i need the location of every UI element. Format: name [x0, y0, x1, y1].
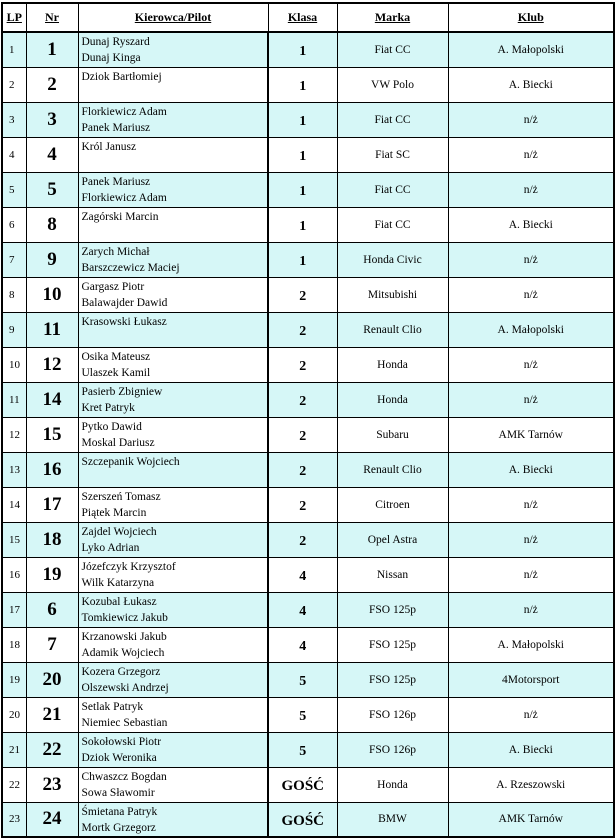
cell-brand: Subaru: [337, 417, 448, 452]
header-lp: LP: [2, 3, 26, 32]
cell-club: A. Biecki: [448, 67, 614, 102]
pilot-name: Sowa Sławomir: [81, 786, 155, 799]
cell-crew: [78, 802, 268, 837]
header-brand: Marka: [337, 3, 448, 32]
cell-lp: 16: [2, 557, 26, 592]
pilot-name: Moskal Dariusz: [81, 436, 155, 449]
table-row: [2, 627, 614, 662]
pilot-name: Wilk Katarzyna: [81, 576, 155, 589]
cell-club: A. Małopolski: [448, 312, 614, 347]
table-row: [2, 592, 614, 627]
cell-crew: [78, 172, 268, 207]
cell-club: 4Motorsport: [448, 662, 614, 697]
pilot-name: [82, 155, 268, 171]
table-row: [2, 137, 614, 172]
table-row: [2, 662, 614, 697]
cell-class: 1: [268, 207, 337, 242]
cell-brand: Opel Astra: [337, 522, 448, 557]
cell-class: 2: [268, 452, 337, 487]
driver-name: Setlak Patryk: [81, 700, 144, 713]
cell-lp: 7: [2, 242, 26, 277]
cell-lp: 18: [2, 627, 26, 662]
cell-brand: FSO 126p: [337, 697, 448, 732]
cell-club: n/ż: [448, 697, 614, 732]
table-row: [2, 242, 614, 277]
driver-name: Florkiewicz Adam: [81, 105, 167, 118]
cell-club: A. Małopolski: [448, 627, 614, 662]
cell-nr: 18: [26, 522, 78, 557]
pilot-name: [82, 225, 268, 241]
driver-name: Szerszeń Tomasz: [81, 490, 161, 503]
cell-nr: 17: [26, 487, 78, 522]
pilot-name: Adamik Wojciech: [81, 646, 165, 659]
cell-brand: Renault Clio: [337, 452, 448, 487]
cell-nr: 24: [26, 802, 78, 837]
cell-nr: 14: [26, 382, 78, 417]
pilot-name: Mortk Grzegorz: [81, 821, 156, 834]
driver-name: Król Janusz: [81, 140, 137, 153]
driver-name: Kozubal Łukasz: [81, 595, 157, 608]
cell-nr: 1: [26, 32, 78, 67]
cell-club: n/ż: [448, 557, 614, 592]
table-row: [2, 102, 614, 137]
driver-name: Sokołowski Piotr: [81, 735, 162, 748]
cell-lp: 14: [2, 487, 26, 522]
driver-name: Kozera Grzegorz: [81, 665, 161, 678]
pilot-name: Niemiec Sebastian: [81, 716, 168, 729]
cell-crew: [78, 487, 268, 522]
driver-name: Krzanowski Jakub: [81, 630, 167, 643]
cell-club: n/ż: [448, 522, 614, 557]
table-row: [2, 697, 614, 732]
cell-brand: Renault Clio: [337, 312, 448, 347]
cell-nr: 20: [26, 662, 78, 697]
cell-class: 5: [268, 697, 337, 732]
table-row: [2, 557, 614, 592]
table-row: [2, 732, 614, 767]
driver-name: Pytko Dawid: [81, 420, 142, 433]
cell-crew: [78, 452, 268, 487]
cell-crew: [78, 417, 268, 452]
cell-nr: 16: [26, 452, 78, 487]
table-row: [2, 172, 614, 207]
cell-lp: 5: [2, 172, 26, 207]
cell-club: n/ż: [448, 172, 614, 207]
cell-crew: [78, 347, 268, 382]
cell-lp: 10: [2, 347, 26, 382]
table-row: [2, 417, 614, 452]
cell-crew: [78, 557, 268, 592]
cell-nr: 5: [26, 172, 78, 207]
cell-class: 2: [268, 277, 337, 312]
pilot-name: Dziok Weronika: [81, 751, 157, 764]
driver-name: Dziok Bartłomiej: [81, 70, 162, 83]
cell-class: GOŚĆ: [268, 802, 337, 837]
cell-nr: 6: [26, 592, 78, 627]
cell-class: 1: [268, 102, 337, 137]
cell-class: 1: [268, 172, 337, 207]
cell-lp: 15: [2, 522, 26, 557]
driver-name: Szczepanik Wojciech: [81, 455, 180, 468]
table-row: [2, 312, 614, 347]
cell-crew: [78, 662, 268, 697]
cell-class: 4: [268, 592, 337, 627]
cell-lp: 4: [2, 137, 26, 172]
driver-name: Śmietana Patryk: [81, 805, 158, 818]
cell-club: A. Biecki: [448, 732, 614, 767]
driver-name: Zagórski Marcin: [81, 210, 159, 223]
pilot-name: [82, 85, 268, 101]
cell-lp: 2: [2, 67, 26, 102]
cell-brand: Citroen: [337, 487, 448, 522]
cell-crew: [78, 592, 268, 627]
cell-crew: [78, 382, 268, 417]
driver-name: Zajdel Wojciech: [81, 525, 157, 538]
pilot-name: [82, 470, 268, 486]
cell-lp: 3: [2, 102, 26, 137]
cell-nr: 7: [26, 627, 78, 662]
cell-nr: 3: [26, 102, 78, 137]
cell-club: A. Małopolski: [448, 32, 614, 67]
pilot-name: Panek Mariusz: [81, 121, 151, 134]
table-row: [2, 452, 614, 487]
cell-club: n/ż: [448, 382, 614, 417]
cell-lp: 22: [2, 767, 26, 802]
cell-brand: FSO 125p: [337, 592, 448, 627]
cell-class: 2: [268, 347, 337, 382]
pilot-name: Tomkiewicz Jakub: [81, 611, 168, 624]
table-row: [2, 32, 614, 67]
pilot-name: Barszczewicz Maciej: [81, 261, 180, 274]
cell-brand: Fiat CC: [337, 207, 448, 242]
cell-nr: 9: [26, 242, 78, 277]
table-row: [2, 207, 614, 242]
pilot-name: Olszewski Andrzej: [81, 681, 169, 694]
cell-lp: 13: [2, 452, 26, 487]
cell-nr: 22: [26, 732, 78, 767]
cell-crew: [78, 697, 268, 732]
cell-crew: [78, 522, 268, 557]
cell-club: n/ż: [448, 487, 614, 522]
cell-lp: 21: [2, 732, 26, 767]
cell-class: 2: [268, 382, 337, 417]
cell-club: n/ż: [448, 137, 614, 172]
cell-nr: 15: [26, 417, 78, 452]
cell-nr: 21: [26, 697, 78, 732]
pilot-name: [82, 330, 268, 346]
header-nr: Nr: [26, 3, 78, 32]
cell-nr: 12: [26, 347, 78, 382]
cell-class: 2: [268, 312, 337, 347]
driver-name: Chwaszcz Bogdan: [81, 770, 167, 783]
pilot-name: Florkiewicz Adam: [81, 191, 167, 204]
cell-brand: BMW: [337, 802, 448, 837]
cell-club: AMK Tarnów: [448, 802, 614, 837]
cell-nr: 8: [26, 207, 78, 242]
cell-brand: Mitsubishi: [337, 277, 448, 312]
header-row: [2, 3, 614, 32]
cell-club: A. Biecki: [448, 207, 614, 242]
cell-nr: 2: [26, 67, 78, 102]
cell-crew: [78, 207, 268, 242]
cell-club: n/ż: [448, 277, 614, 312]
cell-brand: Honda: [337, 382, 448, 417]
table-row: [2, 347, 614, 382]
cell-crew: [78, 102, 268, 137]
cell-brand: Fiat CC: [337, 172, 448, 207]
cell-brand: Fiat SC: [337, 137, 448, 172]
cell-club: n/ż: [448, 102, 614, 137]
cell-crew: [78, 732, 268, 767]
driver-name: Zarych Michał: [81, 245, 150, 258]
table-row: [2, 277, 614, 312]
cell-class: GOŚĆ: [268, 767, 337, 802]
pilot-name: Dunaj Kinga: [81, 52, 141, 64]
cell-club: A. Biecki: [448, 452, 614, 487]
cell-lp: 8: [2, 277, 26, 312]
cell-class: 2: [268, 487, 337, 522]
driver-name: Pasierb Zbigniew: [81, 385, 163, 398]
driver-name: Gargasz Piotr: [81, 280, 145, 293]
cell-lp: 12: [2, 417, 26, 452]
cell-lp: 6: [2, 207, 26, 242]
cell-lp: 1: [2, 32, 26, 67]
cell-brand: Fiat CC: [337, 32, 448, 67]
driver-name: Krasowski Łukasz: [81, 315, 167, 328]
cell-lp: 17: [2, 592, 26, 627]
cell-lp: 11: [2, 382, 26, 417]
cell-class: 1: [268, 67, 337, 102]
cell-brand: FSO 126p: [337, 732, 448, 767]
table-row: [2, 767, 614, 802]
cell-nr: 23: [26, 767, 78, 802]
cell-club: n/ż: [448, 347, 614, 382]
table-row: [2, 802, 614, 837]
cell-class: 4: [268, 627, 337, 662]
header-class: Klasa: [268, 3, 337, 32]
cell-crew: [78, 242, 268, 277]
cell-crew: [78, 277, 268, 312]
cell-nr: 11: [26, 312, 78, 347]
cell-nr: 10: [26, 277, 78, 312]
cell-brand: VW Polo: [337, 67, 448, 102]
cell-class: 5: [268, 662, 337, 697]
cell-class: 1: [268, 242, 337, 277]
cell-class: 4: [268, 557, 337, 592]
cell-brand: Honda: [337, 347, 448, 382]
table-row: [2, 67, 614, 102]
cell-brand: Honda Civic: [337, 242, 448, 277]
cell-brand: Fiat CC: [337, 102, 448, 137]
pilot-name: Ulaszek Kamil: [81, 366, 151, 379]
pilot-name: Balawajder Dawid: [81, 296, 168, 309]
cell-crew: [78, 137, 268, 172]
cell-club: n/ż: [448, 242, 614, 277]
cell-club: A. Rzeszowski: [448, 767, 614, 802]
driver-name: Panek Mariusz: [81, 175, 151, 188]
cell-crew: [78, 767, 268, 802]
cell-brand: Honda: [337, 767, 448, 802]
cell-lp: 19: [2, 662, 26, 697]
cell-class: 5: [268, 732, 337, 767]
cell-class: 2: [268, 417, 337, 452]
cell-brand: FSO 125p: [337, 627, 448, 662]
cell-lp: 23: [2, 802, 26, 837]
cell-crew: [78, 32, 268, 67]
cell-club: n/ż: [448, 592, 614, 627]
pilot-name: Kret Patryk: [81, 401, 135, 414]
pilot-name: Piątek Marcin: [81, 506, 147, 519]
cell-brand: FSO 125p: [337, 662, 448, 697]
table-row: [2, 522, 614, 557]
entry-list-table: [1, 2, 615, 838]
cell-crew: [78, 312, 268, 347]
cell-brand: Nissan: [337, 557, 448, 592]
driver-name: Dunaj Ryszard: [81, 36, 150, 48]
table-row: [2, 487, 614, 522]
cell-nr: 4: [26, 137, 78, 172]
cell-class: 1: [268, 32, 337, 67]
cell-lp: 20: [2, 697, 26, 732]
cell-crew: [78, 627, 268, 662]
header-club: Klub: [448, 3, 614, 32]
cell-club: AMK Tarnów: [448, 417, 614, 452]
cell-class: 1: [268, 137, 337, 172]
table-row: [2, 382, 614, 417]
driver-name: Osika Mateusz: [81, 350, 151, 363]
pilot-name: Lyko Adrian: [81, 541, 140, 554]
header-driver: Kierowca/Pilot: [78, 3, 268, 32]
driver-name: Józefczyk Krzysztof: [81, 560, 176, 573]
cell-class: 2: [268, 522, 337, 557]
cell-lp: 9: [2, 312, 26, 347]
cell-crew: [78, 67, 268, 102]
cell-nr: 19: [26, 557, 78, 592]
